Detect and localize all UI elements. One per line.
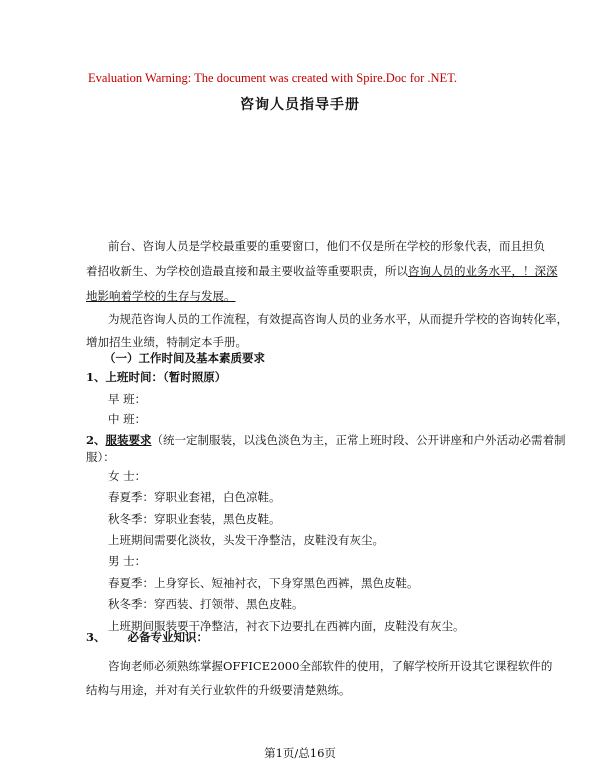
male-autumn-winter: 秋冬季：穿西装、打领带、黑色皮鞋。 <box>108 597 304 611</box>
evaluation-warning: Evaluation Warning: The document was created with Spire.Doc for .NET. <box>88 71 458 85</box>
document-title: 咨询人员指导手册 <box>240 97 360 113</box>
item-dress-code-line-2: 服）： <box>86 450 115 464</box>
item-dress-code <box>86 432 566 448</box>
page-number: 第1页/总16页 <box>264 746 336 760</box>
male-label: 男 士： <box>108 554 147 568</box>
female-autumn-winter: 秋冬季：穿职业套装，黑色皮鞋。 <box>108 512 281 526</box>
female-label: 女 士： <box>108 469 147 483</box>
item-label: 服装要求 <box>105 433 152 447</box>
knowledge-line-1: 咨询老师必须熟练掌握OFFICE2000全部软件的使用，了解学校所开设其它课程软件的 <box>108 659 553 673</box>
knowledge-line-2: 结构与用途，并对有关行业软件的升级要清楚熟练。 <box>86 683 351 697</box>
item-work-hours: 1、上班时间：（暂时照原） <box>86 370 227 384</box>
item-text: （统一定制服装，以浅色淡色为主，正常上班时段、公开讲座和户外活动必需着制 <box>151 433 566 447</box>
male-rule: 上班期间服装要干净整洁，衬衣下边要扎在西裤内面，皮鞋没有灰尘。 <box>108 619 465 633</box>
intro-text: 着招收新生、为学校创造最直接和最主要收益等重要职责，所以 <box>86 264 408 278</box>
intro-paragraph-2-line-2: 增加招生业绩，特制定本手册。 <box>86 335 247 349</box>
intro-paragraph-1-line-1: 前台、咨询人员是学校最重要的重要窗口，他们不仅是所在学校的形象代表，而且担负 <box>108 239 545 253</box>
item-number: 3、 <box>86 630 106 644</box>
female-rule: 上班期间需要化淡妆，头发干净整洁，皮鞋没有灰尘。 <box>108 533 384 547</box>
female-spring-summer: 春夏季：穿职业套裙，白色凉鞋。 <box>108 490 281 504</box>
item-label: 必备专业知识： <box>127 630 209 644</box>
underlined-text: 咨询人员的业务水平，！深深 <box>408 264 558 278</box>
middle-shift: 中 班： <box>108 412 147 426</box>
intro-paragraph-1-line-3: 地影响着学校的生存与发展。 <box>86 289 236 303</box>
early-shift: 早 班： <box>108 392 147 406</box>
item-number: 2、 <box>86 433 106 447</box>
intro-paragraph-2-line-1: 为规范咨询人员的工作流程，有效提高咨询人员的业务水平，从而提升学校的咨询转化率， <box>108 312 568 326</box>
section-heading: （一）工作时间及基本素质要求 <box>104 351 265 365</box>
item-professional-knowledge <box>86 629 208 645</box>
intro-paragraph-1-line-2 <box>86 263 558 279</box>
male-spring-summer: 春夏季：上身穿长、短袖衬衣，下身穿黑色西裤，黑色皮鞋。 <box>108 576 419 590</box>
